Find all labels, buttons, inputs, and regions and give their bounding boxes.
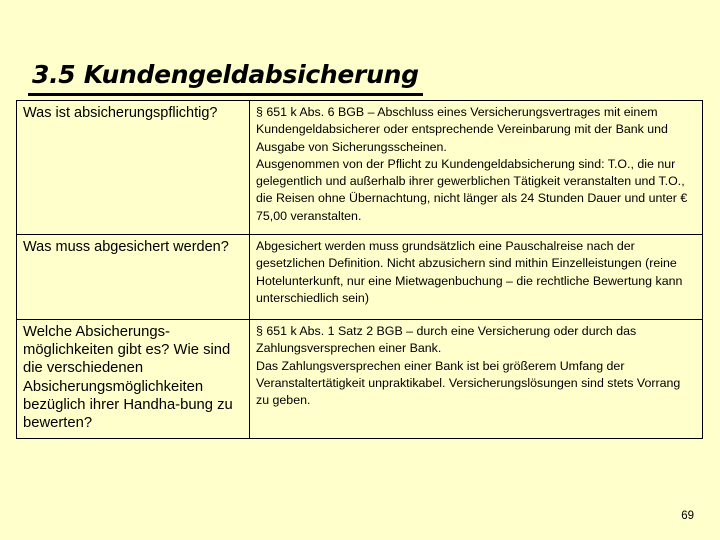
question-cell: Was muss abgesichert werden? [17,235,250,320]
table-row [17,235,703,320]
title-underline [28,93,423,96]
slide-title: 3.5 Kundengeldabsicherung [32,60,419,89]
page-number: 69 [681,510,694,522]
answer-paragraph: § 651 k Abs. 6 BGB – Abschluss eines Versicherungsvertrages mit einem Kundengeldabsicherer oder entsprechende Vereinbarung mit der Bank und Ausgabe von Sicherungsscheinen. [256,105,668,154]
answer-paragraph: Das Zahlungsversprechen einer Bank ist bei größerem Umfang der Veranstaltertätigkeit unpraktikabel. Versicherungslösungen sind stets Vorrang zu geben. [256,358,681,408]
answer-cell [250,101,703,235]
table-row [17,101,703,235]
answer-paragraph: § 651 k Abs. 1 Satz 2 BGB – durch eine Versicherung oder durch das Zahlungsversprechen einer Bank. [256,324,637,356]
table-row [17,320,703,439]
answer-cell [250,235,703,320]
answer-paragraph: Ausgenommen von der Pflicht zu Kundengeldabsicherung sind: T.O., die nur gelegentlich und außerhalb ihrer gewerblichen Tätigkeit veranstalten und T.O., die Reisen ohne Übernachtung, nicht länger als 24 Stunden Dauer und unter € 75,00 veranstalten. [256,156,688,223]
answer-paragraph: Abgesichert werden muss grundsätzlich eine Pauschalreise nach der gesetzlichen Definition. Nicht abzusichern sind mithin Einzelleistungen (reine Hotelunterkunft, nur eine Mietwagenbuchung – die rechtliche Bewertung kann unterschiedlich sein) [256,239,683,305]
question-cell: Welche Absicherungs-möglichkeiten gibt es? Wie sind die verschiedenen Absicherungsmöglichkeiten bezüglich ihrer Handha-bung zu bewerten? [17,320,250,439]
question-cell: Was ist absicherungspflichtig? [17,101,250,235]
qa-table [16,100,703,439]
answer-cell [250,320,703,439]
